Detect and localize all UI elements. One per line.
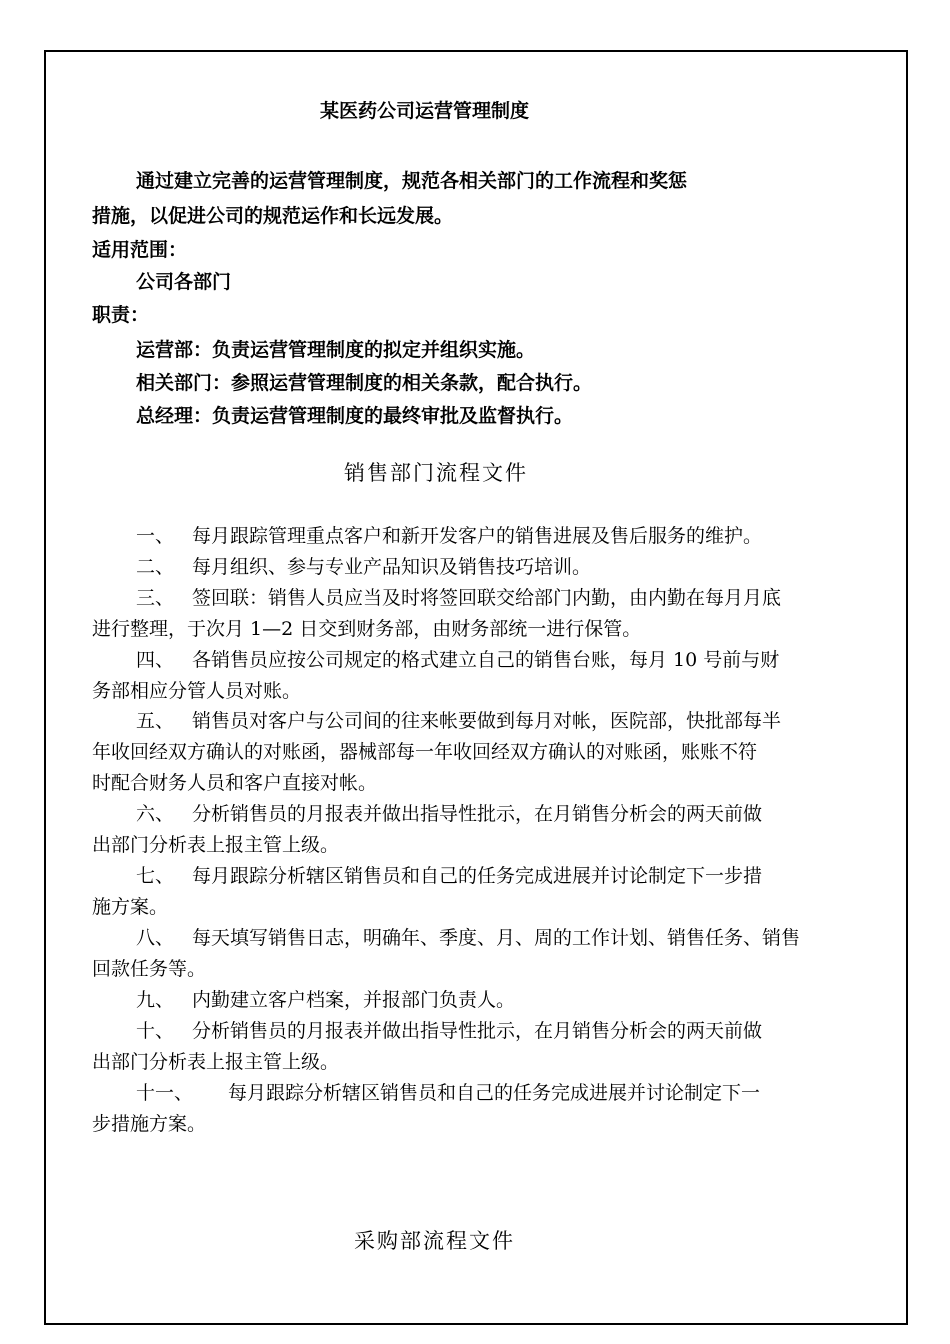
list-item bbox=[136, 1016, 762, 1043]
item-text-continued: 出部门分析表上报主管上级。 bbox=[92, 1051, 340, 1073]
item-number: 九、 bbox=[136, 989, 175, 1011]
list-item bbox=[136, 861, 762, 888]
item-text: 每月跟踪管理重点客户和新开发客户的销售进展及售后服务的维护。 bbox=[192, 525, 763, 547]
item-text-continued: 时配合财务人员和客户直接对帐。 bbox=[92, 772, 378, 794]
item-text: 销售员对客户与公司间的往来帐要做到每月对帐，医院部，快批部每半 bbox=[192, 710, 782, 732]
item-text-continued: 务部相应分管人员对账。 bbox=[92, 680, 302, 702]
item-number: 三、 bbox=[136, 587, 175, 609]
scope-value: 公司各部门 bbox=[136, 271, 232, 293]
item-text: 每月跟踪分析辖区销售员和自己的任务完成进展并讨论制定下一步措 bbox=[192, 865, 763, 887]
list-item bbox=[136, 521, 762, 548]
duty-item: 运营部：负责运营管理制度的拟定并组织实施。 bbox=[136, 339, 536, 361]
list-item bbox=[136, 552, 591, 579]
item-number: 一、 bbox=[136, 525, 175, 547]
document-title: 某医药公司运营管理制度 bbox=[320, 100, 530, 122]
item-text: 分析销售员的月报表并做出指导性批示，在月销售分析会的两天前做 bbox=[192, 1020, 763, 1042]
item-text-continued: 年收回经双方确认的对账函，器械部每一年收回经双方确认的对账函，账账不符 bbox=[92, 741, 758, 763]
item-text: 各销售员应按公司规定的格式建立自己的销售台账，每月 10 号前与财 bbox=[192, 649, 780, 671]
item-text-continued: 出部门分析表上报主管上级。 bbox=[92, 834, 340, 856]
item-number: 八、 bbox=[136, 927, 175, 949]
item-text: 分析销售员的月报表并做出指导性批示，在月销售分析会的两天前做 bbox=[192, 803, 763, 825]
list-item bbox=[136, 583, 781, 610]
list-item bbox=[136, 645, 779, 672]
item-number: 十、 bbox=[136, 1020, 175, 1042]
item-number: 五、 bbox=[136, 710, 175, 732]
item-number: 四、 bbox=[136, 649, 175, 671]
duty-item: 总经理：负责运营管理制度的最终审批及监督执行。 bbox=[136, 405, 574, 427]
item-number: 十一、 bbox=[136, 1082, 194, 1104]
item-text: 签回联：销售人员应当及时将签回联交给部门内勤，由内勤在每月月底 bbox=[192, 587, 782, 609]
duty-item: 相关部门：参照运营管理制度的相关条款，配合执行。 bbox=[136, 372, 593, 394]
intro-line-2: 措施，以促进公司的规范运作和长远发展。 bbox=[92, 205, 454, 227]
item-text: 每月跟踪分析辖区销售员和自己的任务完成进展并讨论制定下一 bbox=[228, 1082, 761, 1104]
scope-label: 适用范围： bbox=[92, 239, 188, 261]
item-text: 内勤建立客户档案，并报部门负责人。 bbox=[192, 989, 516, 1011]
list-item bbox=[136, 706, 781, 733]
list-item bbox=[136, 923, 800, 950]
item-number: 六、 bbox=[136, 803, 175, 825]
list-item bbox=[136, 1078, 760, 1105]
item-text: 每月组织、参与专业产品知识及销售技巧培训。 bbox=[192, 556, 592, 578]
sales-section-title: 销售部门流程文件 bbox=[344, 461, 528, 485]
purchase-section-title: 采购部流程文件 bbox=[354, 1229, 515, 1253]
item-number: 七、 bbox=[136, 865, 175, 887]
item-text-continued: 施方案。 bbox=[92, 896, 169, 918]
intro-line-1: 通过建立完善的运营管理制度，规范各相关部门的工作流程和奖惩 bbox=[136, 170, 688, 192]
list-item bbox=[136, 799, 762, 826]
item-number: 二、 bbox=[136, 556, 175, 578]
item-text-continued: 步措施方案。 bbox=[92, 1113, 207, 1135]
list-item bbox=[136, 985, 515, 1012]
item-text-continued: 进行整理，于次月 1—2 日交到财务部，由财务部统一进行保管。 bbox=[92, 618, 642, 640]
duties-label: 职责： bbox=[92, 304, 150, 326]
item-text: 每天填写销售日志，明确年、季度、月、周的工作计划、销售任务、销售 bbox=[192, 927, 801, 949]
item-text-continued: 回款任务等。 bbox=[92, 958, 207, 980]
